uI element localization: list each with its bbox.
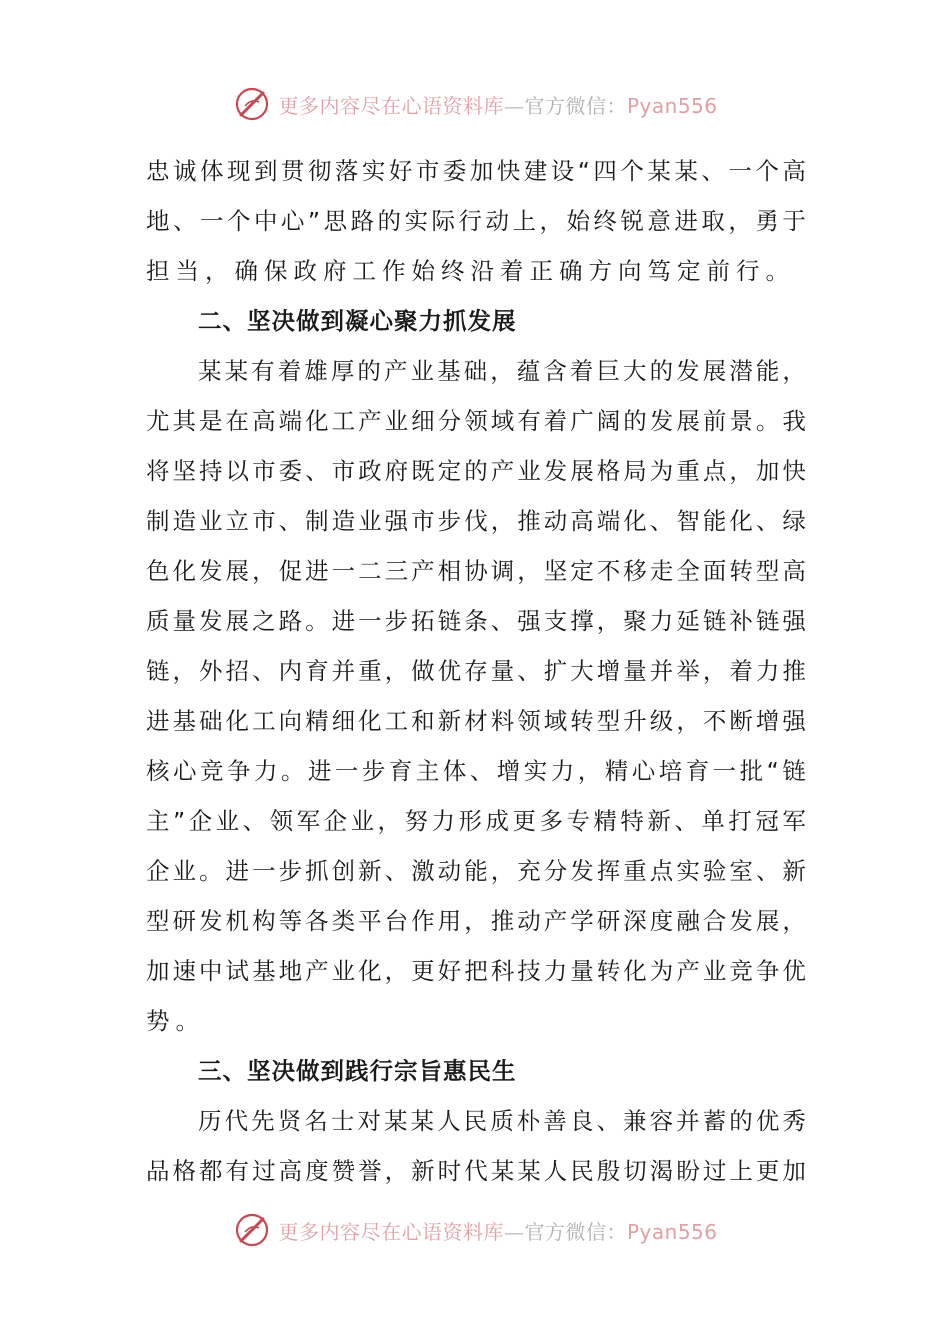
paragraph-line: 将 坚 持 以 市 委 、 市 政 府 既 定 的 产 业 发 展 格 局 为 重 点 ， 加 快	[146, 457, 806, 485]
paragraph-line: 历 代 先 贤 名 士 对 某 某 人 民 质 朴 善 良 、 兼 容 并 蓄 的 优 秀	[198, 1107, 806, 1135]
paragraph-line: 担当，确保政府工作始终沿着正确方向笃定前行。	[146, 257, 795, 285]
watermark-handle: Pyan556	[626, 1219, 718, 1244]
watermark-main: 更多内容尽在心语资料库	[278, 93, 504, 118]
watermark-handle: Pyan556	[626, 93, 718, 118]
paragraph-line: 加 速 中 试 基 地 产 业 化 ， 更 好 把 科 技 力 量 转 化 为 产 业 竞 争 优	[146, 957, 806, 985]
pen-circle-icon	[232, 1210, 272, 1250]
watermark-header	[0, 82, 950, 126]
paragraph-line: 质 量 发 展 之 路 。 进 一 步 拓 链 条 、 强 支 撑 ， 聚 力 延 链 补 链 强	[146, 607, 806, 635]
watermark-separator: —	[503, 1219, 525, 1244]
watermark-main: 更多内容尽在心语资料库	[278, 1219, 504, 1244]
watermark-text	[278, 1216, 717, 1245]
paragraph-line: 型 研 发 机 构 等 各 类 平 台 作 用 ， 推 动 产 学 研 深 度 融 合 发 展 ，	[146, 907, 806, 935]
watermark-label: 官方微信：	[524, 1219, 627, 1244]
section-heading: 三、坚决做到践行宗旨惠民生	[198, 1057, 517, 1085]
watermark-footer	[0, 1208, 950, 1252]
paragraph-line: 制 造 业 立 市 、 制 造 业 强 市 步 伐 ， 推 动 高 端 化 、 智 能 化 、 绿	[146, 507, 806, 535]
paragraph-line: 进 基 础 化 工 向 精 细 化 工 和 新 材 料 领 域 转 型 升 级 ， 不 断 增 强	[146, 707, 806, 735]
watermark-text	[278, 90, 717, 119]
paragraph-line: 尤 其 是 在 高 端 化 工 产 业 细 分 领 域 有 着 广 阔 的 发 展 前 景 。 我	[146, 407, 806, 435]
paragraph-line: 核 心 竞 争 力 。 进 一 步 育 主 体 、 增 实 力 ， 精 心 培 育 一 批 “ 链	[146, 757, 806, 785]
paragraph-line: 链 ， 外 招 、 内 育 并 重 ， 做 优 存 量 、 扩 大 增 量 并 举 ， 着 力 推	[146, 657, 806, 685]
document-body	[146, 146, 806, 1196]
paragraph-line: 品 格 都 有 过 高 度 赞 誉 ， 新 时 代 某 某 人 民 殷 切 渴 盼 过 上 更 加	[146, 1157, 806, 1185]
paragraph-line: 企 业 。 进 一 步 抓 创 新 、 激 动 能 ， 充 分 发 挥 重 点 实 验 室 、 新	[146, 857, 806, 885]
watermark-label: 官方微信：	[524, 93, 627, 118]
paragraph-line: 地 、 一 个 中 心 ” 思 路 的 实 际 行 动 上 ， 始 终 锐 意 进 取 ， 勇 于	[146, 207, 806, 235]
section-heading: 二、坚决做到凝心聚力抓发展	[198, 307, 517, 335]
pen-circle-icon	[232, 84, 272, 124]
watermark-separator: —	[503, 93, 525, 118]
paragraph-line: 色 化 发 展 ， 促 进 一 二 三 产 相 协 调 ， 坚 定 不 移 走 全 面 转 型 高	[146, 557, 806, 585]
paragraph-line: 某 某 有 着 雄 厚 的 产 业 基 础 ， 蕴 含 着 巨 大 的 发 展 潜 能 ，	[198, 357, 806, 385]
paragraph-line: 忠 诚 体 现 到 贯 彻 落 实 好 市 委 加 快 建 设 “ 四 个 某 某 、 一 个 高	[146, 157, 806, 185]
paragraph-line: 势。	[146, 1007, 205, 1035]
paragraph-line: 主 ” 企 业 、 领 军 企 业 ， 努 力 形 成 更 多 专 精 特 新 、 单 打 冠 军	[146, 807, 806, 835]
